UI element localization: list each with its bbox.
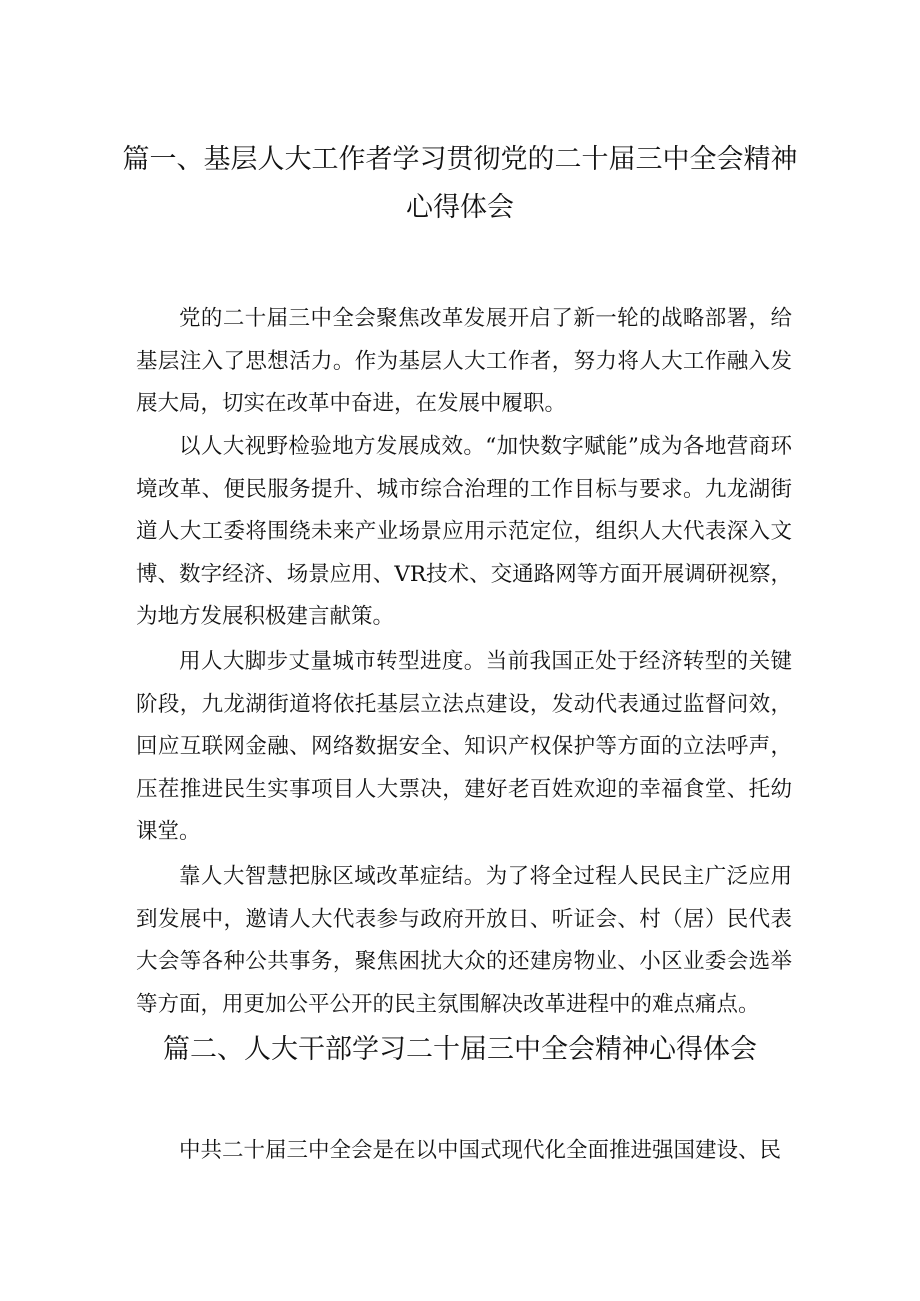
section1-paragraph-3: 用人大脚步丈量城市转型进度。当前我国正处于经济转型的关键阶段，九龙湖街道将依托基层立法点建设，发动代表通过监督问效，回应互联网金融、网络数据安全、知识产权保护等方面的立法呼声，压茬推进民生实事项目人大票决，建好老百姓欢迎的幸福食堂、托幼课堂。 — [136, 649, 792, 844]
section1-heading — [100, 136, 820, 232]
section1-paragraph-1: 党的二十届三中全会聚焦改革发展开启了新一轮的战略部署，给基层注入了思想活力。作为基层人大工作者，努力将人大工作融入发展大局，切实在改革中奋进，在发展中履职。 — [136, 306, 792, 416]
section2-paragraph-1: 中共二十届三中全会是在以中国式现代化全面推进强国建设、民 — [179, 1138, 782, 1163]
section1-paragraph-4: 靠人大智慧把脉区域改革症结。为了将全过程人民民主广泛应用到发展中，邀请人大代表参与政府开放日、听证会、村（居）民代表大会等各种公共事务，聚焦困扰大众的还建房物业、小区业委会选举等方面，用更加公平公开的民主氛围解决改革进程中的难点痛点。 — [136, 864, 792, 1017]
section2-heading: 篇二、人大干部学习二十届三中全会精神心得体会 — [163, 1034, 757, 1065]
section1-paragraph-2: 以人大视野检验地方发展成效。“加快数字赋能”成为各地营商环境改革、便民服务提升、城市综合治理的工作目标与要求。九龙湖街道人大工委将围绕未来产业场景应用示范定位，组织人大代表深入文博、数字经济、场景应用、VR技术、交通路网等方面开展调研视察，为地方发展积极建言献策。 — [136, 434, 792, 629]
section1-heading-line2: 心得体会 — [406, 192, 514, 223]
section1-heading-line1: 篇一、基层人大工作者学习贯彻党的二十届三中全会精神 — [122, 144, 798, 175]
